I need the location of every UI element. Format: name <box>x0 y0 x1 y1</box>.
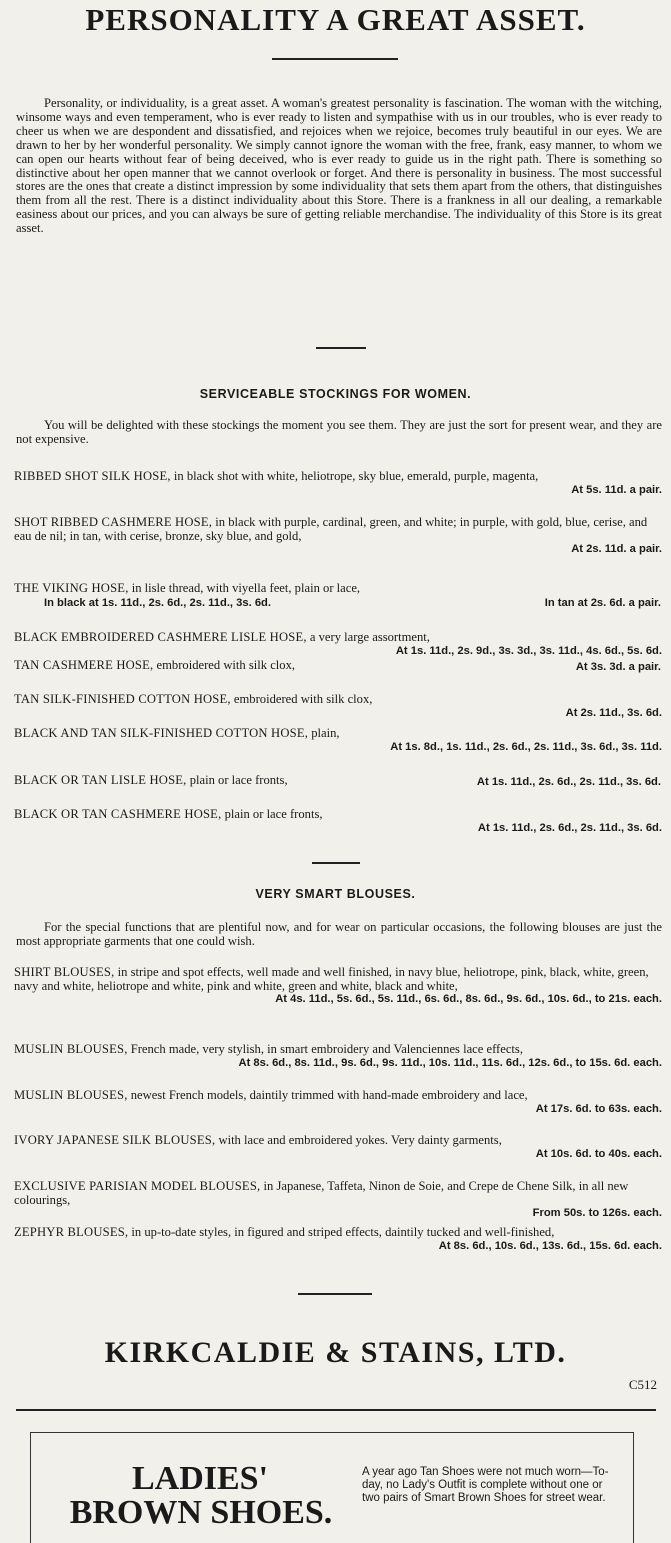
item-price: At 2s. 11d., 3s. 6d. <box>565 706 662 719</box>
blouses-intro <box>16 921 662 949</box>
list-item <box>14 693 662 720</box>
item-desc: embroidered with silk clox, <box>233 692 373 706</box>
section-divider <box>316 347 366 349</box>
item-name: BLACK OR TAN CASHMERE HOSE, <box>14 807 222 821</box>
item-desc: French made, very stylish, in smart embroidery and Valenciennes lace effects, <box>130 1042 523 1056</box>
item-name: SHIRT BLOUSES, <box>14 965 115 979</box>
item-name: EXCLUSIVE PARISIAN MODEL BLOUSES, <box>14 1179 261 1193</box>
section-divider <box>312 862 360 864</box>
item-desc: a very large assortment, <box>309 630 430 644</box>
ad-code: C512 <box>628 1377 657 1392</box>
page-title: PERSONALITY A GREAT ASSET. <box>85 2 586 37</box>
page-divider <box>16 1409 656 1411</box>
list-item <box>14 631 662 658</box>
item-price: At 1s. 11d., 2s. 6d., 2s. 11d., 3s. 6d. <box>476 776 661 788</box>
list-item <box>14 582 662 596</box>
blouses-intro-text: For the special functions that are plentiful now, and for wear on particular occasions, the following blouses are just the most appropriate garments that one could wish. <box>16 920 662 948</box>
item-name: TAN SILK-FINISHED COTTON HOSE, <box>14 692 231 706</box>
ad-title-line2: BROWN SHOES. <box>69 1494 333 1531</box>
intro-text: Personality, or individuality, is a great asset. A woman's greatest personality is fascination. The woman with the witching, winsome ways and even temperament, who is ever ready to listen and sympathise with us in our troubles, who is ever ready to cheer us when we are despondent and dissatisfied, and rejoices when we rejoice, becomes truly beautiful in our eyes. We are drawn to her by her wonderful personality. We simply cannot ignore the woman with the free, frank, easy manner, to whom we can open our hearts without fear of being deceived, who is ever ready to guide us in the right path. There is something so distinctive about her open manner that we cannot overlook or forget. And there is personality in business. The most successful stores are the ones that create a distinct impression by some individuality that sets them apart from the others, that distinguishes them from all the rest. There is a distinct individuality about this Store. There is a frankness in all our dealing, a remarkable easiness about our prices, and you can always be sure of getting reliable merchandise. The individuality of this Store is its great asset. <box>16 96 662 236</box>
item-price: At 1s. 11d., 2s. 6d., 2s. 11d., 3s. 6d. <box>477 821 662 834</box>
item-desc: in stripe and spot effects, well made and well finished, in navy blue, heliotrope, pink, black, white, green, navy and white, heliotrope and white, pink and white, green and white, black and white, <box>14 965 649 993</box>
item-name: BLACK OR TAN LISLE HOSE, <box>14 773 187 787</box>
item-price: At 4s. 11d., 5s. 6d., 5s. 11d., 6s. 6d., 8s. 6d., 9s. 6d., 10s. 6d., to 21s. each. <box>275 993 662 1005</box>
list-item <box>14 470 662 497</box>
item-desc: in Japanese, Taffeta, Ninon de Soie, and Crepe de Chene Silk, in all new colourings, <box>14 1179 629 1207</box>
item-price: At 3s. 3d. a pair. <box>575 661 661 673</box>
item-desc: plain or lace fronts, <box>189 773 288 787</box>
item-name: BLACK AND TAN SILK-FINISHED COTTON HOSE, <box>14 726 309 740</box>
item-desc: with lace and embroidered yokes. Very dainty garments, <box>218 1133 502 1147</box>
title-divider <box>272 58 398 60</box>
list-item <box>14 1089 662 1116</box>
item-name: IVORY JAPANESE SILK BLOUSES, <box>14 1133 216 1147</box>
intro-paragraph <box>16 97 662 236</box>
item-price: At 2s. 11d. a pair. <box>571 543 662 555</box>
item-name: TAN CASHMERE HOSE, <box>14 658 154 672</box>
list-item <box>14 808 662 835</box>
item-price-black: In black at 1s. 11d., 2s. 6d., 2s. 11d., 3s. 6d. <box>44 597 271 609</box>
blouses-heading: VERY SMART BLOUSES. <box>255 887 416 901</box>
item-desc: newest French models, daintily trimmed with hand-made embroidery and lace, <box>130 1088 528 1102</box>
list-item <box>14 1180 662 1221</box>
stockings-intro <box>16 419 662 447</box>
item-price: At 17s. 6d. to 63s. each. <box>535 1102 662 1115</box>
item-price: At 10s. 6d. to 40s. each. <box>535 1147 662 1160</box>
item-name: SHOT RIBBED CASHMERE HOSE, <box>14 515 213 529</box>
list-item <box>14 1134 662 1161</box>
store-name: KIRKCALDIE & STAINS, LTD. <box>104 1336 567 1369</box>
item-name: RIBBED SHOT SILK HOSE, <box>14 469 171 483</box>
stockings-intro-text: You will be delighted with these stockings the moment you see them. They are just the sort for present wear, and they are not expensive. <box>16 418 662 446</box>
item-price: At 5s. 11d. a pair. <box>571 483 662 496</box>
item-name: ZEPHYR BLOUSES, <box>14 1225 129 1239</box>
item-price: From 50s. to 126s. each. <box>532 1207 662 1219</box>
item-name: MUSLIN BLOUSES, <box>14 1042 128 1056</box>
item-desc: in lisle thread, with viyella feet, plain or lace, <box>131 581 361 595</box>
item-desc: plain, <box>311 726 340 740</box>
list-item <box>14 966 662 1007</box>
item-price: At 8s. 6d., 8s. 11d., 9s. 6d., 9s. 11d., 10s. 11d., 11s. 6d., 12s. 6d., to 15s. 6d. each. <box>238 1056 662 1069</box>
item-desc: embroidered with silk clox, <box>156 658 296 672</box>
list-item <box>14 659 662 673</box>
item-price-tan: In tan at 2s. 6d. a pair. <box>544 597 661 609</box>
stockings-heading: SERVICEABLE STOCKINGS FOR WOMEN. <box>199 387 472 401</box>
item-name: MUSLIN BLOUSES, <box>14 1088 128 1102</box>
item-price: At 8s. 6d., 10s. 6d., 13s. 6d., 15s. 6d. each. <box>438 1239 662 1252</box>
item-desc: in black with purple, cardinal, green, and white; in purple, with gold, blue, cerise, and eau de nil; in tan, with cerise, bronze, sky blue, and gold, <box>14 515 648 543</box>
item-desc: in up-to-date styles, in figured and striped effects, daintily tucked and well-finished, <box>131 1225 555 1239</box>
item-desc: plain or lace fronts, <box>224 807 323 821</box>
list-item <box>14 727 662 754</box>
ad-title-line1: LADIES' <box>131 1460 269 1497</box>
list-item <box>14 1043 662 1070</box>
item-name: BLACK EMBROIDERED CASHMERE LISLE HOSE, <box>14 630 307 644</box>
list-item <box>14 1226 662 1253</box>
list-item <box>14 516 662 557</box>
ad-text: A year ago Tan Shoes were not much worn—To-day, no Lady's Outfit is complete without one or two pairs of Smart Brown Shoes for street wear. <box>362 1466 609 1505</box>
item-name: THE VIKING HOSE, <box>14 581 129 595</box>
item-desc: in black shot with white, heliotrope, sky blue, emerald, purple, magenta, <box>173 469 539 483</box>
item-price: At 1s. 11d., 2s. 9d., 3s. 3d., 3s. 11d., 4s. 6d., 5s. 6d. <box>395 644 662 657</box>
section-divider <box>298 1293 372 1295</box>
item-price: At 1s. 8d., 1s. 11d., 2s. 6d., 2s. 11d., 3s. 6d., 3s. 11d. <box>390 740 662 753</box>
